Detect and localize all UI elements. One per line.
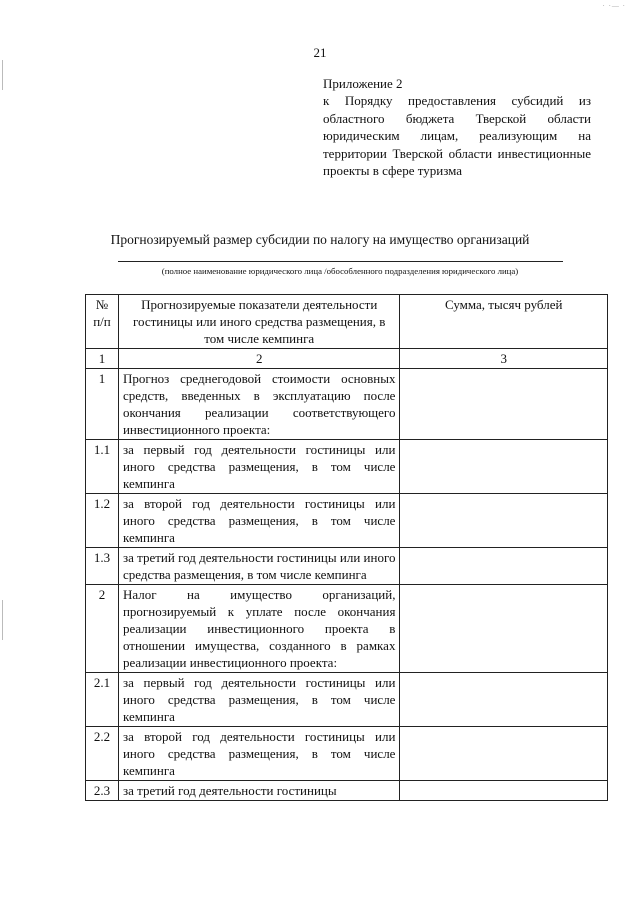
appendix-title: Приложение 2 xyxy=(323,76,403,91)
row-sum-cell[interactable] xyxy=(400,548,608,585)
row-number: 1.2 xyxy=(86,494,119,548)
row-indicator: за третий год деятельности гостиницы xyxy=(118,781,399,801)
row-indicator: за второй год деятельности гостиницы или иного средства размещения, в том числе кемпинга xyxy=(118,727,399,781)
column-number: 3 xyxy=(400,349,608,369)
appendix-block xyxy=(323,75,591,179)
table-row xyxy=(86,781,608,801)
row-number: 1 xyxy=(86,369,119,440)
row-number: 2 xyxy=(86,585,119,673)
scan-corner-mark: · ·— · xyxy=(602,2,626,10)
column-number-row xyxy=(86,349,608,369)
appendix-text: к Порядку предоставления субсидий из областного бюджета Тверской области юридическим лицам, реализующим на территории Тверской области инвестиционные проекты в сфере туризма xyxy=(323,93,591,179)
row-sum-cell[interactable] xyxy=(400,494,608,548)
row-sum-cell[interactable] xyxy=(400,440,608,494)
table-row xyxy=(86,727,608,781)
row-sum-cell[interactable] xyxy=(400,781,608,801)
legal-entity-caption: (полное наименование юридического лица /обособленного подразделения юридического лица) xyxy=(161,266,519,276)
column-number: 2 xyxy=(118,349,399,369)
row-number: 2.1 xyxy=(86,673,119,727)
row-indicator: Прогноз среднегодовой стоимости основных средств, введенных в эксплуатацию после окончания реализации соответствующего инвестиционного проекта: xyxy=(118,369,399,440)
row-indicator: Налог на имущество организаций, прогнозируемый к уплате после окончания реализации инвестиционного проекта в отношении имущества, созданного в рамках реализации инвестиционного проекта: xyxy=(118,585,399,673)
row-indicator: за второй год деятельности гостиницы или иного средства размещения, в том числе кемпинга xyxy=(118,494,399,548)
column-number: 1 xyxy=(86,349,119,369)
header-num: № п/п xyxy=(86,295,119,349)
table-row xyxy=(86,548,608,585)
document-title: Прогнозируемый размер субсидии по налогу на имущество организаций xyxy=(110,232,530,247)
legal-entity-line xyxy=(118,261,563,262)
table-row xyxy=(86,494,608,548)
row-number: 1.3 xyxy=(86,548,119,585)
header-sum: Сумма, тысяч рублей xyxy=(400,295,608,349)
row-indicator: за третий год деятельности гостиницы или иного средства размещения, в том числе кемпинга xyxy=(118,548,399,585)
row-number: 1.1 xyxy=(86,440,119,494)
row-sum-cell[interactable] xyxy=(400,585,608,673)
row-sum-cell[interactable] xyxy=(400,727,608,781)
row-indicator: за первый год деятельности гостиницы или иного средства размещения, в том числе кемпинга xyxy=(118,440,399,494)
subsidy-table xyxy=(85,294,608,801)
row-indicator: за первый год деятельности гостиницы или иного средства размещения, в том числе кемпинга xyxy=(118,673,399,727)
scan-margin-mark xyxy=(2,600,3,640)
row-number: 2.2 xyxy=(86,727,119,781)
row-sum-cell[interactable] xyxy=(400,673,608,727)
row-sum-cell[interactable] xyxy=(400,369,608,440)
table-header-row xyxy=(86,295,608,349)
scan-margin-mark xyxy=(2,60,3,90)
page-number: 21 xyxy=(313,45,327,60)
header-indicator: Прогнозируемые показатели деятельности гостиницы или иного средства размещения, в том числе кемпинга xyxy=(118,295,399,349)
table-row xyxy=(86,369,608,440)
table-row xyxy=(86,585,608,673)
table-row xyxy=(86,440,608,494)
row-number: 2.3 xyxy=(86,781,119,801)
table-row xyxy=(86,673,608,727)
